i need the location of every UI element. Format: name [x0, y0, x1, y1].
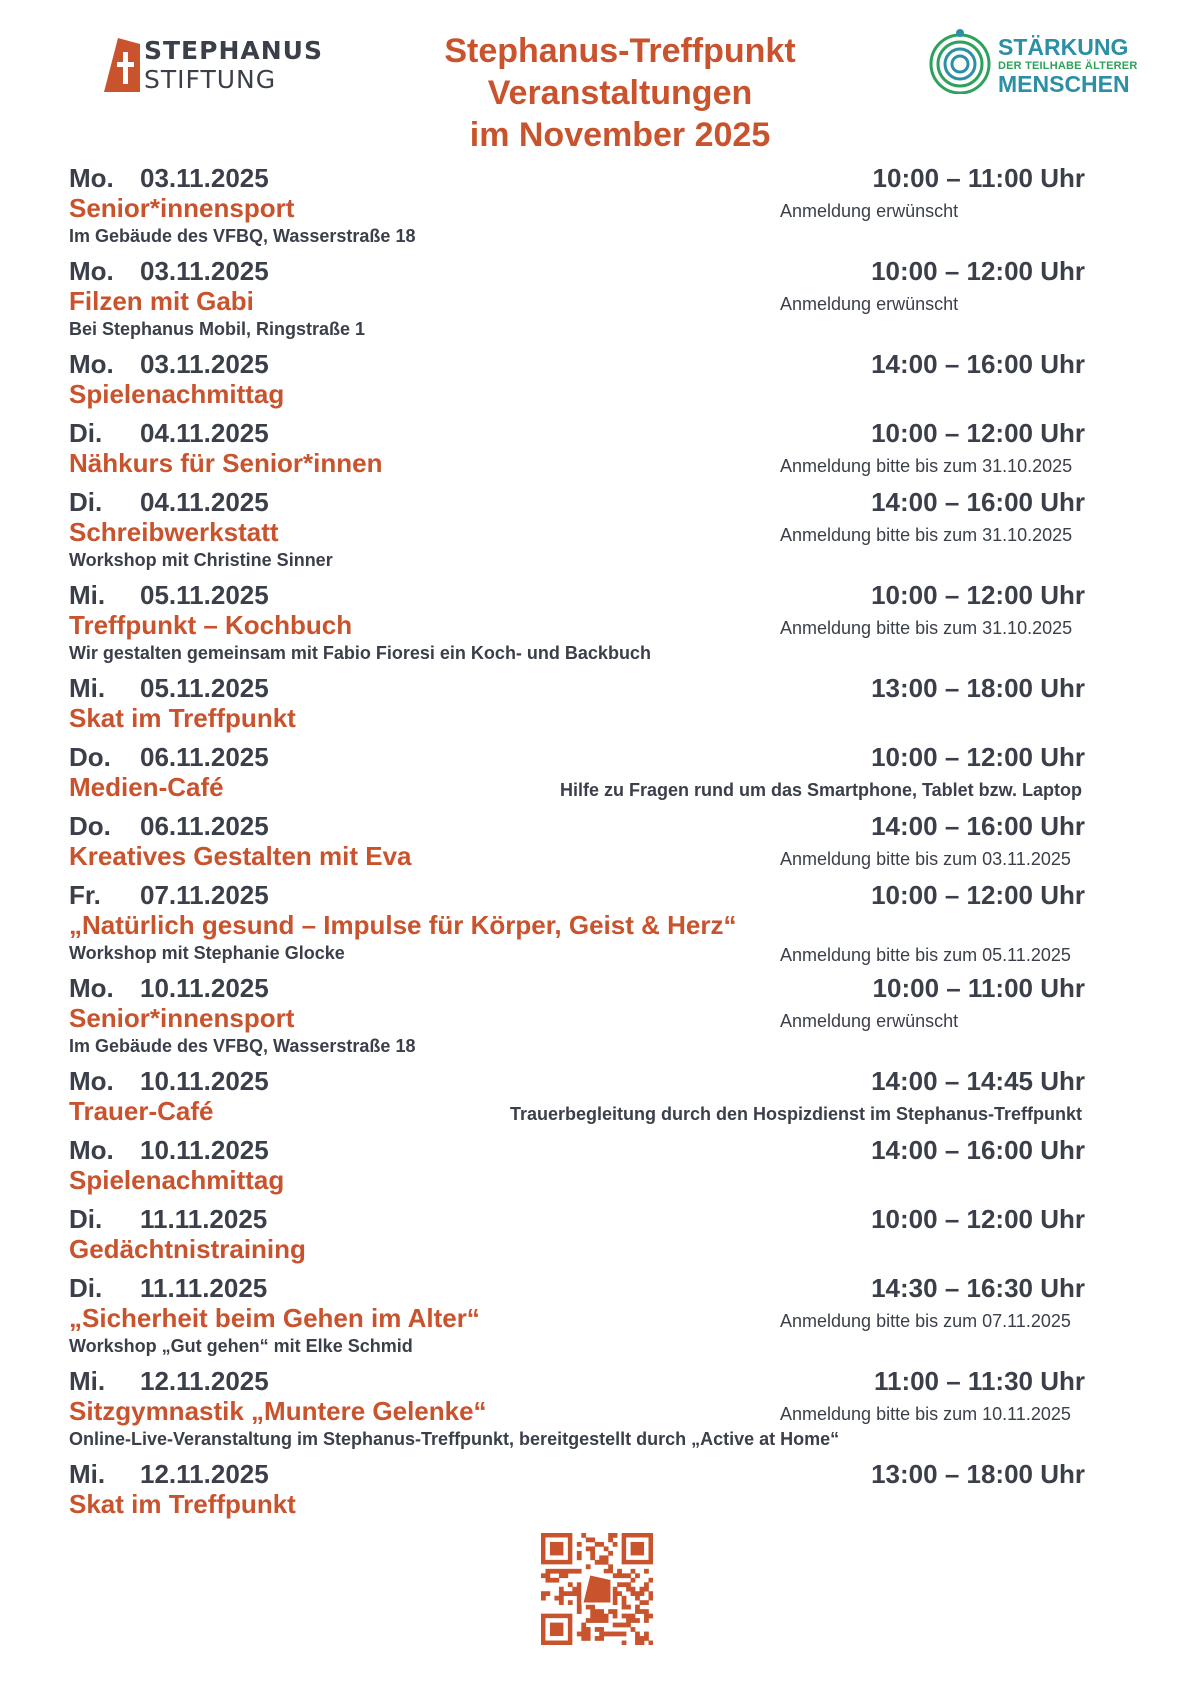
event-title: Senior*innensport	[69, 1003, 295, 1033]
event-date	[69, 487, 269, 518]
stephanus-stiftung-logo	[104, 36, 323, 96]
event-weekday: Mo.	[69, 349, 114, 379]
event-subtitle: Wir gestalten gemeinsam mit Fabio Fioresi ein Koch- und Backbuch	[69, 643, 651, 663]
event-date-value: 03.11.2025	[140, 256, 269, 286]
event-note: Anmeldung erwünscht	[780, 1011, 959, 1031]
event-title: Gedächtnistraining	[69, 1234, 306, 1264]
event-subtitle: Workshop mit Stephanie Glocke	[69, 943, 345, 963]
event-weekday: Di.	[69, 1273, 103, 1303]
event-item	[0, 484, 1190, 577]
event-subtitle: Im Gebäude des VFBQ, Wasserstraße 18	[69, 1036, 416, 1056]
event-title: Skat im Treffpunkt	[69, 1489, 296, 1519]
event-weekday: Di.	[69, 418, 103, 448]
event-weekday: Mi.	[69, 1366, 106, 1396]
event-date	[69, 673, 269, 704]
event-time: 10:00 – 12:00 Uhr	[871, 880, 1085, 910]
event-item	[0, 577, 1190, 670]
event-time: 10:00 – 11:00 Uhr	[872, 163, 1085, 193]
event-date-value: 12.11.2025	[140, 1366, 269, 1396]
event-title: Sitzgymnastik „Muntere Gelenke“	[69, 1396, 487, 1426]
event-title: Filzen mit Gabi	[69, 286, 254, 316]
logo-right-line3: MENSCHEN	[998, 71, 1130, 97]
event-date	[69, 880, 269, 911]
event-date-value: 06.11.2025	[140, 742, 269, 772]
event-note: Anmeldung bitte bis zum 31.10.2025	[780, 456, 1073, 476]
event-date-value: 05.11.2025	[140, 580, 269, 610]
event-weekday: Di.	[69, 487, 103, 517]
event-date	[69, 1459, 269, 1490]
stephanus-logo-icon	[104, 38, 140, 92]
event-subtitle: Bei Stephanus Mobil, Ringstraße 1	[69, 319, 366, 339]
event-note: Anmeldung bitte bis zum 10.11.2025	[780, 1404, 1071, 1424]
event-date	[69, 1066, 269, 1097]
event-date	[69, 1273, 267, 1304]
page-header	[0, 0, 1190, 165]
event-item	[0, 808, 1190, 877]
event-weekday: Do.	[69, 742, 111, 772]
event-date-value: 04.11.2025	[140, 487, 269, 517]
circles-logo-icon	[928, 28, 992, 94]
event-title: „Sicherheit beim Gehen im Alter“	[69, 1303, 480, 1333]
event-item	[0, 1456, 1190, 1525]
event-weekday: Mi.	[69, 673, 106, 703]
event-date-value: 03.11.2025	[140, 349, 269, 379]
event-time: 10:00 – 12:00 Uhr	[871, 1204, 1085, 1234]
event-time: 14:30 – 16:30 Uhr	[871, 1273, 1085, 1303]
logo-right-line2: DER TEILHABE ÄLTERER	[998, 60, 1138, 72]
event-time: 10:00 – 12:00 Uhr	[871, 418, 1085, 448]
title-line-2: Veranstaltungen	[487, 74, 753, 112]
event-time: 10:00 – 12:00 Uhr	[871, 580, 1085, 610]
event-date-value: 11.11.2025	[140, 1273, 268, 1303]
logo-right-line1: STÄRKUNG	[998, 34, 1129, 60]
event-item	[0, 253, 1190, 346]
event-title: Spielenachmittag	[69, 1165, 285, 1195]
event-list	[0, 160, 1190, 1525]
event-item	[0, 670, 1190, 739]
event-title: Treffpunkt – Kochbuch	[69, 610, 353, 640]
event-note: Anmeldung bitte bis zum 05.11.2025	[780, 945, 1071, 965]
event-time: 14:00 – 16:00 Uhr	[871, 349, 1085, 379]
event-item	[0, 1132, 1190, 1201]
event-time: 14:00 – 14:45 Uhr	[871, 1066, 1085, 1096]
event-note: Anmeldung bitte bis zum 07.11.2025	[780, 1311, 1071, 1331]
event-date-value: 10.11.2025	[140, 973, 269, 1003]
event-date	[69, 418, 269, 449]
event-weekday: Fr.	[69, 880, 101, 910]
event-item	[0, 970, 1190, 1063]
event-date-value: 05.11.2025	[140, 673, 269, 703]
event-note: Anmeldung erwünscht	[780, 201, 959, 221]
qr-code-graphic	[541, 1533, 653, 1645]
event-date	[69, 1204, 267, 1235]
qr-code-icon[interactable]	[541, 1533, 653, 1645]
event-date-value: 12.11.2025	[140, 1459, 269, 1489]
event-item	[0, 1063, 1190, 1132]
event-weekday: Di.	[69, 1204, 103, 1234]
event-time: 10:00 – 11:00 Uhr	[872, 973, 1085, 1003]
event-date	[69, 580, 269, 611]
event-time: 14:00 – 16:00 Uhr	[871, 811, 1085, 841]
event-note: Anmeldung erwünscht	[780, 294, 959, 314]
event-weekday: Mo.	[69, 1135, 114, 1165]
event-time: 11:00 – 11:30 Uhr	[873, 1366, 1085, 1396]
event-note: Anmeldung bitte bis zum 31.10.2025	[780, 525, 1073, 545]
event-note: Hilfe zu Fragen rund um das Smartphone, Tablet bzw. Laptop	[559, 780, 1082, 800]
event-weekday: Mo.	[69, 256, 114, 286]
event-date	[69, 256, 269, 287]
event-title: Trauer-Café	[69, 1096, 214, 1126]
event-item	[0, 739, 1190, 808]
event-item	[0, 160, 1190, 253]
event-weekday: Mo.	[69, 163, 114, 193]
event-title: „Natürlich gesund – Impulse für Körper, Geist & Herz“	[69, 910, 737, 940]
event-item	[0, 1363, 1190, 1456]
event-title: Nähkurs für Senior*innen	[69, 448, 383, 478]
event-weekday: Do.	[69, 811, 111, 841]
event-date	[69, 742, 269, 773]
event-weekday: Mi.	[69, 1459, 106, 1489]
event-title: Kreatives Gestalten mit Eva	[69, 841, 412, 871]
event-date	[69, 1135, 269, 1166]
title-line-3: im November 2025	[469, 116, 771, 154]
event-title: Spielenachmittag	[69, 379, 285, 409]
event-date-value: 07.11.2025	[140, 880, 269, 910]
event-item	[0, 1201, 1190, 1270]
page-title	[380, 30, 860, 156]
event-date-value: 11.11.2025	[140, 1204, 268, 1234]
event-date-value: 04.11.2025	[140, 418, 269, 448]
event-title: Senior*innensport	[69, 193, 295, 223]
event-item	[0, 415, 1190, 484]
event-date	[69, 349, 269, 380]
event-date-value: 10.11.2025	[140, 1066, 269, 1096]
event-time: 14:00 – 16:00 Uhr	[871, 487, 1085, 517]
event-date-value: 06.11.2025	[140, 811, 269, 841]
logo-left-line2: STIFTUNG	[144, 65, 277, 94]
event-title: Skat im Treffpunkt	[69, 703, 296, 733]
event-subtitle: Workshop „Gut gehen“ mit Elke Schmid	[69, 1336, 413, 1356]
staerkung-logo	[928, 26, 1138, 98]
event-title: Schreibwerkstatt	[69, 517, 279, 547]
event-date	[69, 163, 269, 194]
event-time: 13:00 – 18:00 Uhr	[871, 673, 1085, 703]
event-title: Medien-Café	[69, 772, 224, 802]
event-date-value: 03.11.2025	[140, 163, 269, 193]
event-time: 10:00 – 12:00 Uhr	[871, 256, 1085, 286]
event-item	[0, 1270, 1190, 1363]
event-time: 13:00 – 18:00 Uhr	[871, 1459, 1085, 1489]
event-subtitle: Workshop mit Christine Sinner	[69, 550, 333, 570]
event-time: 10:00 – 12:00 Uhr	[871, 742, 1085, 772]
title-line-1: Stephanus-Treffpunkt	[444, 32, 796, 70]
event-date-value: 10.11.2025	[140, 1135, 269, 1165]
event-subtitle: Im Gebäude des VFBQ, Wasserstraße 18	[69, 226, 416, 246]
logo-left-line1: STEPHANUS	[144, 36, 323, 65]
event-date	[69, 973, 269, 1004]
event-weekday: Mi.	[69, 580, 106, 610]
event-note: Anmeldung bitte bis zum 03.11.2025	[780, 849, 1071, 869]
event-subtitle: Online-Live-Veranstaltung im Stephanus-Treffpunkt, bereitgestellt durch „Active at Home“	[69, 1429, 840, 1449]
event-item	[0, 877, 1190, 970]
event-time: 14:00 – 16:00 Uhr	[871, 1135, 1085, 1165]
event-weekday: Mo.	[69, 973, 114, 1003]
event-note: Trauerbegleitung durch den Hospizdienst im Stephanus-Treffpunkt	[509, 1104, 1082, 1124]
event-date	[69, 811, 269, 842]
event-note: Anmeldung bitte bis zum 31.10.2025	[780, 618, 1073, 638]
event-weekday: Mo.	[69, 1066, 114, 1096]
event-date	[69, 1366, 269, 1397]
event-item	[0, 346, 1190, 415]
